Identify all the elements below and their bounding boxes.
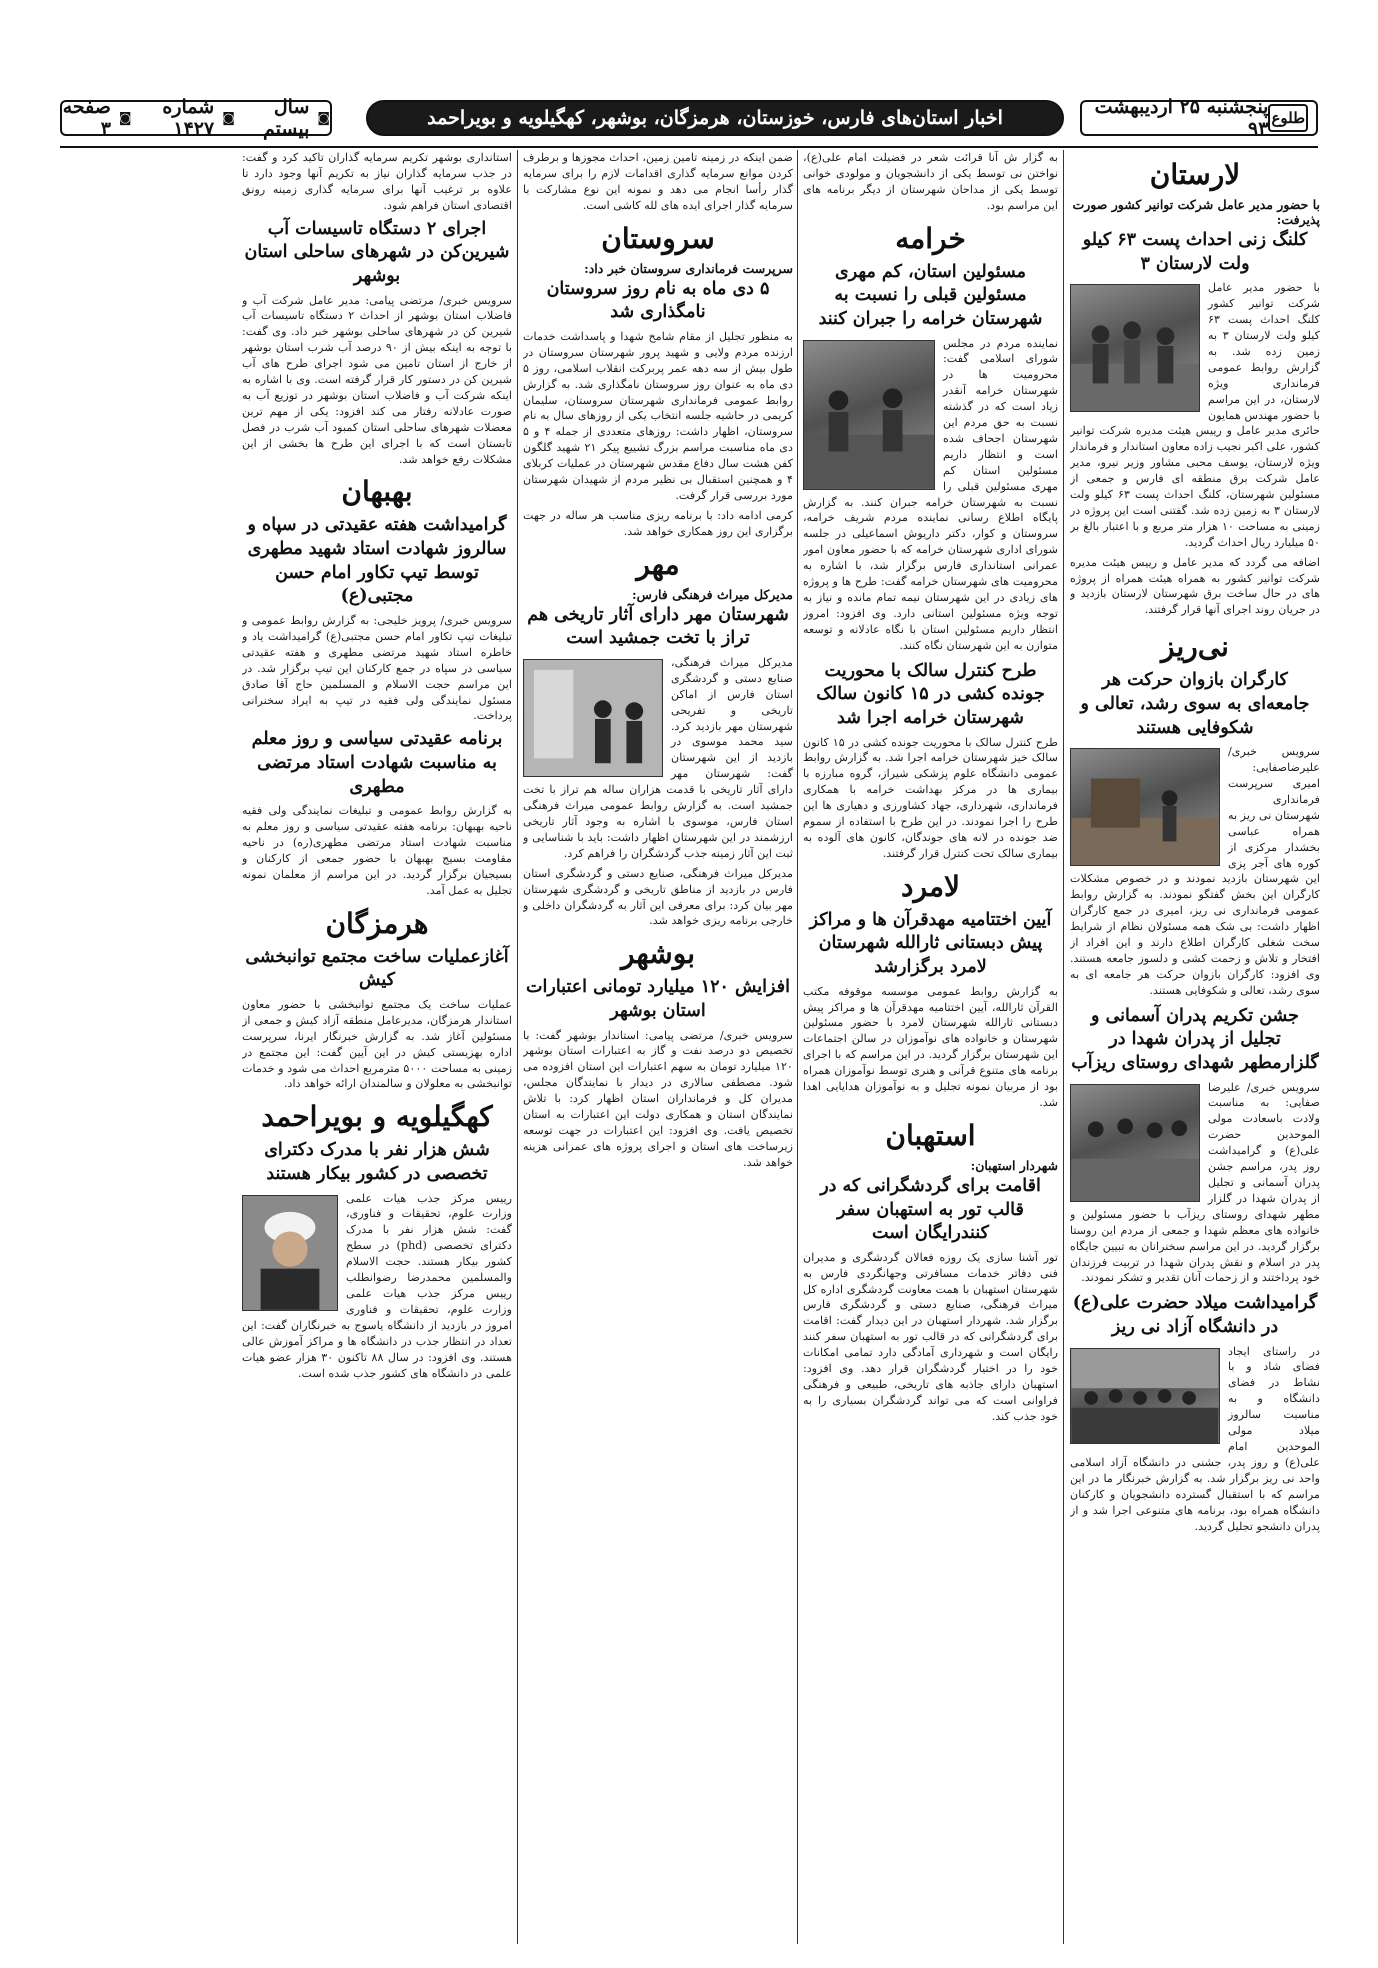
page-header <box>60 96 1318 142</box>
heritage-visit-icon <box>524 660 662 776</box>
news-photo <box>803 340 935 490</box>
article-headline: جشن تکریم پدران آسمانی و تجلیل از پدران شهدا در گلزارمطهر شهدای روستای ریزآب <box>1071 1005 1319 1073</box>
square-icon: ◙ <box>317 110 330 126</box>
date-box <box>1080 96 1318 140</box>
article-body: اضافه می گردد که مدیر عامل و رییس هیئت مدیره شرکت توانیر کشور به همراه هیئت همراه از پروژه های در حال ساخت برق شهرستان لارستان بازدید و در جریان روند اجرای آنها قرار گرفتند. <box>1070 555 1320 617</box>
newspaper-logo: طلوع <box>1268 104 1308 132</box>
article-headline: افزایش ۱۲۰ میلیارد تومانی اعتبارات استان بوشهر <box>526 977 790 1021</box>
article-kicker: با حضور مدیر عامل شرکت توانیر کشور صورت پذیرفت: <box>1072 197 1320 227</box>
article-headline: گرامیداشت میلاد حضرت علی(ع) در دانشگاه آزاد نی ریز <box>1072 1293 1318 1337</box>
issue-info-box <box>60 96 332 140</box>
article-body: سرویس خبری/ علیرضا صفایی: به مناسبت ولادت باسعادت مولی الموحدین حضرت علی(ع) و گرامیداشت روز پدر، مراسم جشن پدران آسمانی و تجلیل از پدران شهدا در گلزار مطهر شهدای روستای ریزآب با حضور مسئولین و خانواده های معظم شهدا و جمعی از مردم این روستا برگزار گردید. در این مراسم سخنرانان به تبیین جایگاه پدر در اسلام و نقش پدران شهدا در تربیت فرزندان خود پرداختند و از زحمات آنان تقدیر و تشکر نمودند. <box>1070 1080 1320 1285</box>
region-title-mohr: مهر <box>636 547 680 581</box>
article-body: در راستای ایجاد فضای شاد و با نشاط در فضای دانشگاه و به مناسبت سالروز میلاد مولی الموحدین امام علی(ع) و روز پدر، جشنی در دانشگاه آزاد اسلامی واحد نی ریز برگزار شد. به گزارش خبرنگار ما در این مراسم که با استقبال گسترده دانشجویان و کارکنان دانشگاه همراه بود، برنامه های متنوعی اجرا شد و از پدران دانشجو تجلیل گردید. <box>1070 1344 1320 1533</box>
ceremony-icon <box>1071 1085 1199 1201</box>
issue-number: شماره ۱۴۲۷ <box>162 96 215 140</box>
article-body: با حضور مدیر عامل شرکت توانیر کشور کلنگ احداث پست ۶۳ کیلو ولت لارستان ۳ به زمین زده شد. به گزارش روابط عمومی فرمانداری ویژه لارستان، در این مراسم با حضور مهندس همایون حائری مدیر عامل و رییس هیئت مدیره شرکت توانیر کشور، علی اکبر نجیب زاده معاون استاندار و فرماندار ویژه لارستان، یوسف محبی مشاور وزیر نیرو، مدیر عامل شرکت برق منطقه ای فارس و جمعی از مسئولین شهرستان، کلنگ احداث پست ۶۳ کیلو ولت لارستان ۳ به زمین زده شد. گفتنی است این پروژه در زمینی به مساحت ۱۰ هزار متر مربع و با اعتبار بالغ بر ۵۰ میلیارد ریال احداث گردید. <box>1070 281 1320 549</box>
brick-kiln-icon <box>1071 749 1219 865</box>
article-body: رییس مرکز جذب هیات علمی وزارت علوم، تحقیقات و فناوری، گفت: شش هزار نفر با مدرک دکترای تخصصی (phd) در سطح کشور بیکار هستند. حجت الاسلام والمسلمین محمدرضا رضوانطلب رییس مرکز جذب هیات علمی وزارت علوم، تحقیقات و فناوری امروز در بازدید از دانشگاه یاسوج به خبرنگاران گفت: این تعداد در انتظار جذب در دانشگاه ها و مراکز آموزش عالی هستند. وی افزود: در سال ۸۸ تاکنون ۳۰ هزار عضو هیات علمی در دانشگاه های کشور جذب شده است. <box>242 1191 512 1380</box>
article-body: سرویس خبری/ پرویز خلیجی: به گزارش روابط عمومی و تبلیغات تیپ تکاور امام حسن مجتبی(ع) گرامیداشت یاد و خاطره استاد شهید مرتضی مطهری و هفته عقیدتی سیاسی در سپاه در جمع کارکنان این تیپ برگزار شد. در این مراسم حجت الاسلام و المسلمین حاج آقا صادق مسئول نمایندگی ولی فقیه در تیپ به ایراد سخنرانی پرداخت. <box>242 613 512 723</box>
region-title-sarvestan: سروستان <box>601 221 715 255</box>
region-title-kharameh: خرامه <box>895 221 966 255</box>
news-photo <box>1070 1084 1200 1202</box>
article-body: مدیرکل میراث فرهنگی، صنایع دستی و گردشگری استان فارس در بازدید از مناطق تاریخی و گردشگری شهرستان مهر بیان کرد: برای معرفی این آثار به گردشگران داخلی و خارجی برنامه ریزی خواهد شد. <box>523 866 793 928</box>
article-body: مدیرکل میراث فرهنگی، صنایع دستی و گردشگری استان فارس از اماکن تاریخی و تفریحی شهرستان مهر بازدید کرد. سید محمد موسوی در بازدید از این شهرستان گفت: شهرستان مهر دارای آثار تاریخی با قدمت هزاران ساله هم تراز با تخت جمشید است. به گزارش روابط عمومی میراث فرهنگی استان فارس، موسوی با اشاره به وجود آثار تاریخی ارزشمند در این شهرستان اظهار داشت: باید با شناسایی و ثبت این آثار زمینه جذب گردشگران را فراهم کرد. <box>523 655 793 860</box>
news-photo <box>1070 284 1200 412</box>
article-body: سرویس خبری/ مرتضی پیامی: مدیر عامل شرکت آب و فاضلاب استان بوشهر از احداث ۲ دستگاه تاسیسات آب شیرین کن در شهرهای ساحلی بوشهر خبر داد. وی گفت: با توجه به اینکه بیش از ۹۰ درصد آب شرب استان بوشهر از خارج از استان تامین می شود اجرای طرح های آب شیرین کن در دستور کار قرار گرفته است. وی با اشاره به اینکه شرکت آب و فاضلاب استان بوشهر در توزیع آب به صورت عادلانه رفتار می کند افزود: یکی از مهم ترین معضلات شهرهای ساحلی استان کمبود آب شرب در فصل تابستان است که با اجرای این طرح ها بخشی از این مشکلات رفع خواهد شد. <box>242 293 512 466</box>
article-kicker: شهردار استهبان: <box>970 1157 1058 1173</box>
article-body: استانداری بوشهر تکریم سرمایه گذاران تاکید کرد و گفت: در جذب سرمایه گذاران نیاز به تکریم آنها وجود دارد تا علاوه بر ترغیب آنها برای سرمایه گذاری زمینه رونق اقتصادی استان فراهم شود. <box>242 151 512 212</box>
region-title-behbahan: بهبهان <box>341 475 413 509</box>
region-title-lamerd: لامرد <box>901 869 960 903</box>
issue-day: پنجشنبه <box>1206 96 1269 118</box>
article-headline: کارگران بازوان حرکت هر جامعه‌ای به سوی رشد، تعالی و شکوفایی هستند <box>1080 670 1310 738</box>
column-1 <box>1070 150 1320 1944</box>
news-photo <box>242 1195 338 1311</box>
group-photo-icon <box>1071 1349 1219 1443</box>
region-title-hormozgan: هرمزگان <box>325 906 429 940</box>
column-divider <box>797 150 798 1944</box>
news-photo <box>1070 748 1220 866</box>
meeting-icon <box>804 341 934 489</box>
news-photo <box>1070 1348 1220 1444</box>
page-number: صفحه ۳ <box>62 96 111 140</box>
column-4 <box>242 150 512 1944</box>
article-body: کرمی ادامه داد: با برنامه ریزی مناسب هر ساله در جهت برگزاری این روز همکاری خواهد شد. <box>523 508 793 538</box>
column-divider <box>517 150 518 1944</box>
square-icon: ◙ <box>222 110 235 126</box>
square-icon: ◙ <box>118 110 132 126</box>
news-photo <box>523 659 663 777</box>
article-body: به منظور تجلیل از مقام شامخ شهدا و پاسداشت خدمات ارزنده مردم ولایی و شهید پرور شهرستان سروستان در طول بیش از سه دهه عمر پربرکت انقلاب اسلامی، روز ۵ دی ماه به عنوان روز سروستان نامگذاری شد. به گزارش روابط عمومی فرمانداری شهرستان سروستان، سلیمان کریمی در حاشیه جلسه انتخاب یکی از روزهای سال به نام سروستان، اظهار داشت: روزهای متعددی از جمله ۴ و ۵ دی ماه مناسبت مراسم بزرگ تشییع پیکر ۲۱ شهید گلگون کفن هشت سال دفاع مقدس شهرستان در عملیات کربلای ۴ و همچنین استقبال بی نظیر مردم از شهیدان شهرستان مورد بررسی قرار گرفت. <box>523 329 793 502</box>
header-rule <box>60 146 1318 148</box>
article-headline: طرح کنترل سالک با محوریت جونده کشی در ۱۵ کانون سالک شهرستان خرامه اجرا شد <box>816 660 1045 728</box>
region-title-larestan: لارستان <box>1149 158 1241 191</box>
article-body: به گزارش روابط عمومی و تبلیغات نمایندگی ولی فقیه ناحیه بهبهان: برنامه هفته عقیدتی سیاسی و روز معلم به مناسبت شهادت استاد مرتضی مطهری(ره) در ناحیه مقاومت بسیج بهبهان با حضور جمعی از کارکنان و بسیجیان برگزار گردید. در این مراسم از معلمان نمونه تجلیل به عمل آمد. <box>242 804 512 897</box>
column-3 <box>523 150 793 1944</box>
region-title-neyriz: نی‌ریز <box>1161 630 1229 664</box>
article-headline: آغازعملیات ساخت مجتمع توانبخشی کیش <box>245 946 509 991</box>
article-body: به گزارش روابط عمومی موسسه موقوفه مکتب القرآن ثارالله، آیین اختتامیه مهدقرآن ها و مراکز پیش دبستانی ثارالله شهرستان لامرد با حضور مسئولین شهرستان و خانواده های نوآموزان در سالن اجتماعات این شهرستان برگزار گردید. در این مراسم که با اجرای برنامه های متنوع قرآنی و هنری توسط نوآموزان همراه بود از مربیان نمونه تجلیل و به نوآموزان هدایایی اهدا شد. <box>803 984 1058 1109</box>
issue-date <box>1090 96 1268 140</box>
article-headline: اقامت برای گردشگرانی که در قالب تور به استهبان سفر کنندرایگان است <box>820 1175 1041 1244</box>
article-headline: شش هزار نفر با مدرک دکترای تخصصی در کشور بیکار هستند <box>264 1140 490 1184</box>
article-headline: کلنگ زنی احداث پست ۶۳ کیلو ولت لارستان ۳ <box>1082 230 1308 274</box>
article-headline: آیین اختتامیه مهدقرآن ها و مراکز پیش دبستانی ثارالله شهرستان لامرد برگزارشد <box>809 909 1052 977</box>
cleric-portrait-icon <box>243 1196 337 1310</box>
article-headline: برنامه عقیدتی سیاسی و روز معلم به مناسبت شهادت استاد مرتضی مطهری <box>251 729 503 797</box>
article-headline: گرامیداشت هفته عقیدتی در سپاه و سالروز شهادت استاد شهید مطهری توسط تیپ تکاور امام حسن مجتبی(ع) <box>247 515 507 607</box>
article-body: سرویس خبری/ علیرضاصفایی: امیری سرپرست فرمانداری شهرستان نی ریز به همراه عباسی بخشدار مرکزی از کوره های آجر پزی این شهرستان بازدید نمودند و در خصوص مشکلات کارگران این بخش گفتگو نمودند. به گزارش روابط عمومی فرمانداری نی ریز، امیری در جمع کارگران اظهار داشت: بی شک همه مسئولان نظام از شرایط سخت شغلی کارگران اطلاع دارند و این افراد از افتخار و تلاش و زحمت کشی و دلسوز جامعه هستند. وی افزود: کارگران بازوان حرکت هر جامعه ای به سوی رشد، تعالی و شکوفایی هستند. <box>1070 745 1320 997</box>
article-body: سرویس خبری/ مرتضی پیامی: استاندار بوشهر گفت: با تخصیص دو درصد نفت و گاز به اعتبارات استان بوشهر ۱۲۰ میلیارد تومان به سهم اعتبارات این استان افزوده می شود. مصطفی سالاری در دیدار با نمایندگان مجلس، مدیران کل و فرمانداران استان اظهار کرد: با تلاش نمایندگان استان و همکاری دولت این اعتبارات به استان تخصیص یافت. وی افزود: این اعتبارات در جهت توسعه زیرساخت های استان و اجرای پروژه های عمرانی هزینه خواهد شد. <box>523 1028 793 1169</box>
article-kicker: مدیرکل میراث فرهنگی فارس: <box>632 586 793 602</box>
article-body: عملیات ساخت یک مجتمع توانبخشی با حضور معاون استاندار هرمزگان، مدیرعامل منطقه آزاد کیش و جمعی از مسئولین آغاز شد. به گزارش خبرنگار ایرنا، سرپرست اداره بهزیستی کیش در این آیین گفت: این مجتمع در زمینی به مساحت ۵۰۰۰ مترمربع احداث می شود و خدمات توانبخشی به معلولان و سالمندان ارائه خواهد داد. <box>242 997 512 1091</box>
year-label: سال بیستم <box>263 96 310 140</box>
article-headline: مسئولین استان، کم مهری مسئولین قبلی را نسبت به شهرستان خرامه را جبران کنند <box>818 261 1043 329</box>
region-title-bushehr: بوشهر <box>620 937 696 971</box>
column-divider <box>1063 150 1064 1944</box>
article-body: تور آشنا سازی یک روزه فعالان گردشگری و مدیران فنی دفاتر خدمات مسافرتی وجهانگردی فارس به شهرستان استهبان با همت معاونت گردشگری اداره کل میراث فرهنگی، صنایع دستی و گردشگری فارس برگزار شد. شهردار استهبان در این دیدار گفت: اقامت برای گردشگرانی که در قالب تور به استهبان سفر کنند رایگان است و شهرداری آمادگی دارد تمامی امکانات خود را در اختیار گردشگران قرار دهد. وی افزود: استهبان دارای جاذبه های تاریخی، طبیعی و فرهنگی فراوانی است که می تواند گردشگران بسیاری را به خود جذب کند. <box>803 1250 1058 1423</box>
region-title-kohgiluyeh: کهگیلویه و بویراحمد <box>261 1100 493 1134</box>
article-headline: اجرای ۲ دستگاه تاسیسات آب شیرین‌کن در شهرهای ساحلی استان بوشهر <box>244 218 510 286</box>
article-body: به گزار ش آنا قرائت شعر در فضیلت امام علی(ع)، نواختن نی توسط یکی از دانشجویان و مولودی خوانی توسط یکی از مداحان شهرستان از دیگر برنامه های این مراسم بود. <box>803 151 1058 212</box>
article-headline: شهرستان مهر دارای آثار تاریخی هم تراز با تخت جمشید است <box>527 604 789 649</box>
issue-date-text: ۲۵ اردیبهشت ۹۳ <box>1094 96 1269 140</box>
article-headline: ۵ دی ماه به نام روز سروستان نامگذاری شد <box>546 278 770 323</box>
article-body: نماینده مردم در مجلس شورای اسلامی گفت: محرومیت ها در شهرستان خرامه آنقدر زیاد است که در گذشته نسبت به حق مردم این شهرستان اجحاف شده است و انتظار داریم مسئولین استان کم مهری مسئولین قبلی را نسبت به شهرستان خرامه جبران کنند. به گزارش پایگاه اطلاع رسانی نماینده مردم شریف خرامه، سروستان و کوار، دکتر داریوش اسماعیلی در جلسه شورای اداری شهرستان خرامه که با حضور معاون امور عمرانی استانداری فارس برگزار شد، با اشاره به محرومیت های شهرستان خرامه گفت: طرح ها و پروژه های زیادی در این شهرستان نیمه تمام مانده و نیاز به توجه ویژه مسئولین استانی دارد. وی افزود: امروز انتظار داریم مسئولین استان با نگاه عادلانه و توسعه متوازن به این شهرستان نگاه کنند. <box>803 336 1058 652</box>
article-kicker: سرپرست فرمانداری سروستان خبر داد: <box>584 260 793 276</box>
region-title-estahban: استهبان <box>885 1118 976 1152</box>
article-body: ضمن اینکه در زمینه تامین زمین، احداث مجوزها و برطرف کردن موانع سرمایه گذاری اقدامات لازم را برای سرمایه گذار رأسا انجام می دهد و نمونه این نوع مشارکت با سرمایه گذار اجرای ایده های لله کاشی است. <box>523 151 793 212</box>
column-2 <box>803 150 1058 1944</box>
article-body: طرح کنترل سالک با محوریت جونده کشی در ۱۵ کانون سالک خیز شهرستان خرامه اجرا شد. به گزارش روابط عمومی دانشگاه علوم پزشکی شیراز، گروه مبارزه با بیماری ها در مرکز بهداشت خرامه با همکاری فرمانداری، شهرداری، جهاد کشاورزی و دهیاری ها این طرح را اجرا نمودند. در این طرح با استفاده از سموم ضد جونده در لانه های جوندگان، کانون های آلوده به بیماری سالک تحت کنترل قرار گرفتند. <box>803 735 1058 860</box>
people-icon <box>1071 285 1199 411</box>
section-title: اخبار استان‌های فارس، خوزستان، هرمزگان، بوشهر، کهگیلویه و بویراحمد <box>366 100 1064 136</box>
